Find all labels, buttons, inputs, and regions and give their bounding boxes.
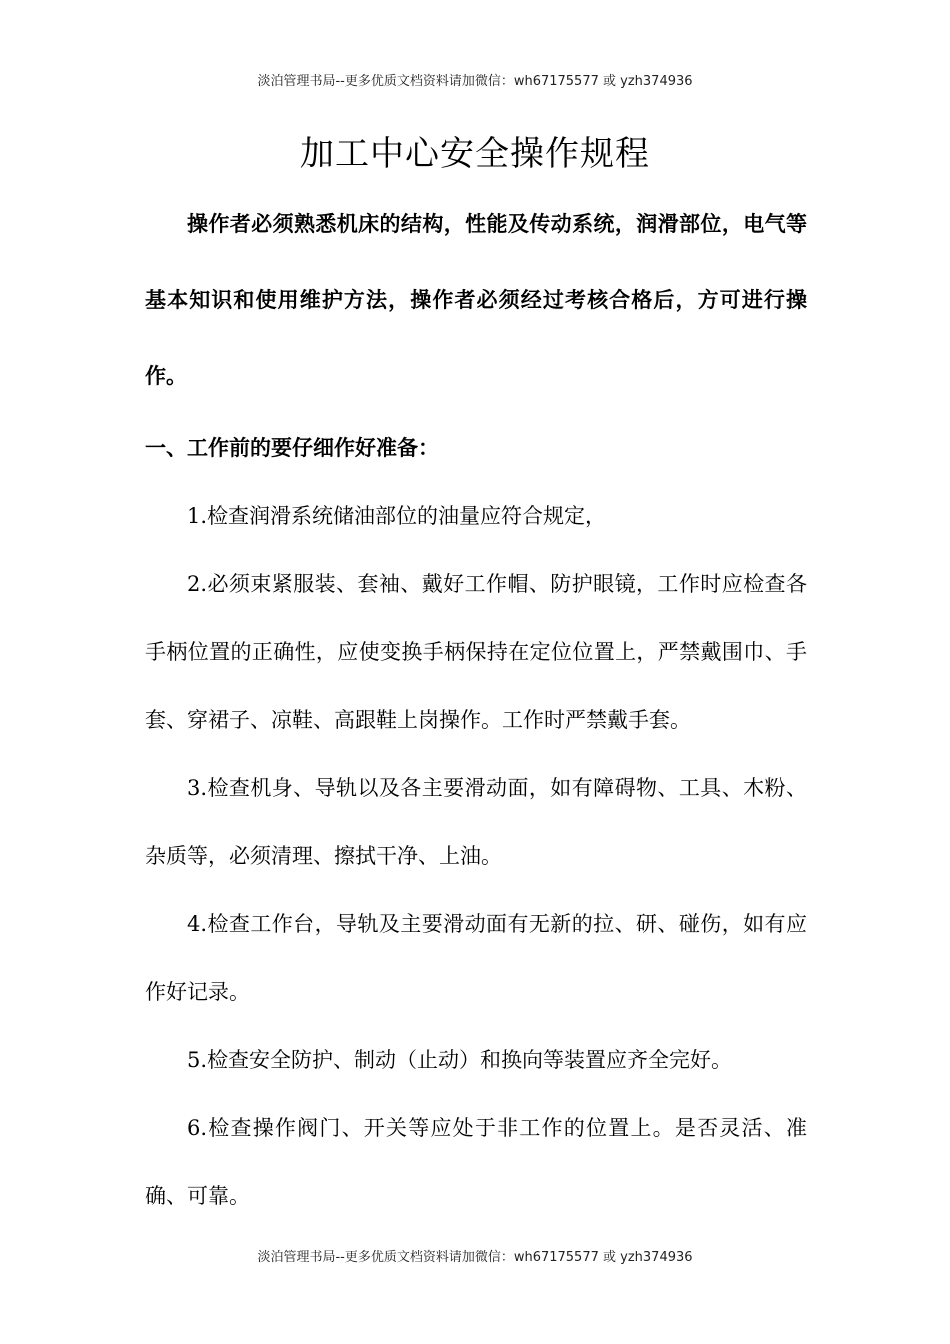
intro-paragraph: 操作者必须熟悉机床的结构，性能及传动系统，润滑部位，电气等基本知识和使用维护方法，操作者必须经过考核合格后，方可进行操作。 [145,212,807,388]
list-item: 3.检查机身、导轨以及各主要滑动面，如有障碍物、工具、木粉、杂质等，必须清理、擦拭干净、上油。 [145,776,807,868]
list-item: 1.检查润滑系统储油部位的油量应符合规定， [187,504,607,528]
list-item: 6.检查操作阀门、开关等应处于非工作的位置上。是否灵活、准确、可靠。 [145,1116,807,1208]
document-body [145,186,807,1230]
list-item: 5.检查安全防护、制动（止动）和换向等装置应齐全完好。 [187,1048,733,1072]
page-footer: 淡泊管理书局--更多优质文档资料请加微信：wh67175577 或 yzh374936 [257,1250,693,1265]
list-item: 4.检查工作台，导轨及主要滑动面有无新的拉、研、碰伤，如有应作好记录。 [145,912,807,1004]
page-header: 淡泊管理书局--更多优质文档资料请加微信：wh67175577 或 yzh374936 [257,74,693,89]
list-item: 2.必须束紧服装、套袖、戴好工作帽、防护眼镜，工作时应检查各手柄位置的正确性，应使变换手柄保持在定位位置上，严禁戴围巾、手套、穿裙子、凉鞋、高跟鞋上岗操作。工作时严禁戴手套。 [145,572,807,732]
section-heading: 一、工作前的要仔细作好准备： [145,436,439,460]
document-title: 加工中心安全操作规程 [300,134,650,174]
